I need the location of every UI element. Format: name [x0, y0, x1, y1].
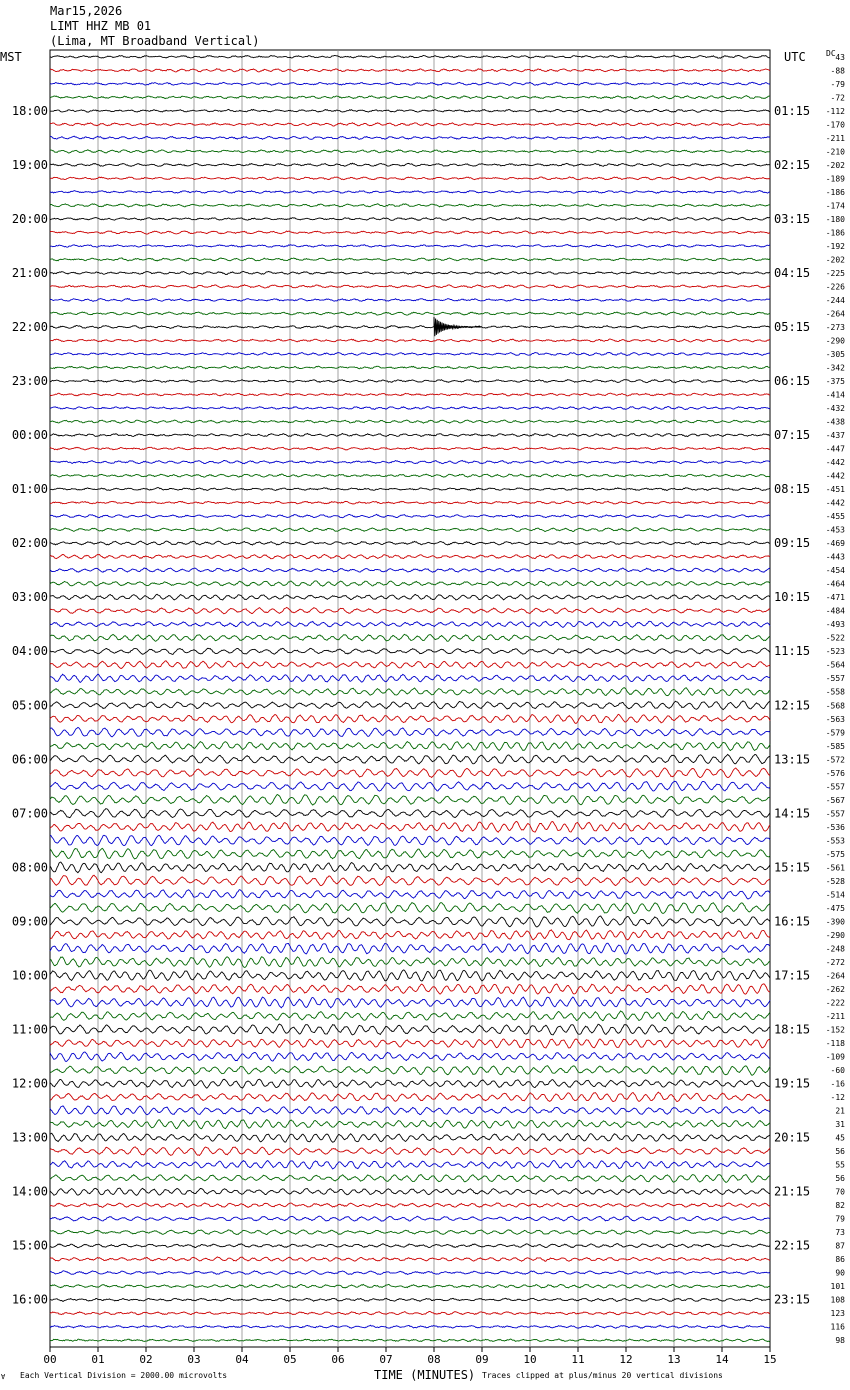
trace-row [50, 541, 770, 545]
utc-timezone-label: UTC [784, 50, 806, 64]
utc-hour-label: 21:15 [774, 1184, 811, 1199]
dc-offset-value: -454 [825, 566, 845, 576]
local-hour-label: 23:00 [11, 374, 48, 389]
dc-offset-value: 73 [835, 1228, 845, 1238]
trace-row [50, 1312, 770, 1315]
dc-offset-value: 55 [835, 1160, 845, 1170]
trace-row [50, 835, 770, 845]
trace-row [50, 957, 770, 968]
trace-row [50, 1244, 770, 1248]
trace-row [50, 244, 770, 247]
trace-row [50, 231, 770, 234]
station-description: (Lima, MT Broadband Vertical) [50, 34, 260, 48]
trace-row [50, 568, 770, 572]
trace-row [50, 930, 770, 940]
dc-offset-value: -442 [825, 498, 845, 508]
dc-offset-value: -557 [825, 809, 845, 819]
trace-row [50, 903, 770, 914]
trace-row [50, 1133, 770, 1142]
dc-offset-value: -79 [830, 79, 845, 89]
local-hour-label: 15:00 [11, 1238, 48, 1253]
trace-row [50, 1339, 770, 1342]
dc-offset-value: -180 [825, 214, 845, 224]
local-hour-label: 12:00 [11, 1076, 48, 1091]
trace-row [50, 1079, 770, 1088]
dc-offset-value: 101 [830, 1282, 845, 1292]
local-hour-label: 10:00 [11, 968, 48, 983]
station-channel: LIMT HHZ MB 01 [50, 19, 152, 33]
dc-offset-value: -453 [825, 525, 845, 535]
x-tick-label: 01 [91, 1353, 105, 1366]
x-tick-label: 07 [379, 1353, 393, 1366]
dc-offset-value: -563 [825, 714, 845, 724]
utc-hour-label: 04:15 [774, 265, 811, 280]
station-date: Mar15,2026 [50, 4, 123, 18]
trace-row [50, 970, 770, 981]
dc-offset-value: -88 [830, 66, 845, 76]
dc-offset-value: -109 [825, 1052, 845, 1062]
dc-offset-value: -514 [825, 890, 845, 900]
trace-row [50, 460, 770, 463]
trace-row [50, 474, 770, 477]
trace-row [50, 528, 770, 532]
local-hour-label: 09:00 [11, 914, 48, 929]
dc-offset-value: -536 [825, 822, 845, 832]
dc-offset-value: -442 [825, 458, 845, 468]
dc-offset-value: -553 [825, 836, 845, 846]
local-hour-label: 00:00 [11, 428, 48, 443]
dc-offset-value: -16 [830, 1079, 845, 1089]
local-hour-label: 20:00 [11, 211, 48, 226]
dc-offset-value: -557 [825, 674, 845, 684]
trace-row [50, 1284, 770, 1288]
trace-row [50, 781, 770, 791]
trace-row [50, 795, 770, 806]
x-tick-label: 10 [523, 1353, 537, 1366]
local-hour-label: 03:00 [11, 590, 48, 605]
trace-row [50, 554, 770, 559]
dc-offset-value: -523 [825, 647, 845, 657]
dc-offset-value: -112 [825, 106, 845, 116]
local-hour-label: 06:00 [11, 752, 48, 767]
utc-hour-label: 03:15 [774, 211, 811, 226]
trace-row [50, 581, 770, 586]
dc-offset-value: -561 [825, 863, 845, 873]
trace-row [50, 848, 770, 859]
trace-row [50, 177, 770, 180]
local-hour-label: 11:00 [11, 1022, 48, 1037]
trace-row [50, 352, 770, 355]
dc-offset-value: -118 [825, 1039, 845, 1049]
dc-offset-value: -585 [825, 741, 845, 751]
trace-row [50, 862, 770, 873]
dc-offset-value: -152 [825, 1025, 845, 1035]
trace-row [50, 821, 770, 832]
dc-offset-value: -469 [825, 539, 845, 549]
trace-row [50, 1203, 770, 1208]
trace-row [50, 204, 770, 207]
utc-hour-label: 07:15 [774, 428, 811, 443]
trace-row [50, 594, 770, 600]
dc-offset-value: 98 [835, 1336, 845, 1346]
dc-offset-value: -226 [825, 282, 845, 292]
dc-offset-value: 116 [830, 1322, 845, 1332]
dc-offset-header: DC [826, 49, 836, 58]
trace-row [50, 809, 770, 818]
trace-row [50, 488, 770, 491]
utc-hour-label: 05:15 [774, 319, 811, 334]
trace-row [50, 1175, 770, 1183]
dc-offset-value: -575 [825, 849, 845, 859]
x-tick-label: 11 [571, 1353, 585, 1366]
trace-row [50, 875, 770, 885]
trace-row [50, 299, 770, 302]
trace-row [50, 514, 770, 517]
dc-offset-value: -72 [830, 93, 845, 103]
local-hour-label: 08:00 [11, 860, 48, 875]
trace-row [50, 55, 770, 58]
trace-row [50, 768, 770, 778]
trace-row [50, 701, 770, 710]
dc-offset-value: -442 [825, 471, 845, 481]
dc-offset-value: -211 [825, 133, 845, 143]
trace-row [50, 1257, 770, 1261]
utc-hour-label: 17:15 [774, 968, 811, 983]
trace-row [50, 258, 770, 261]
dc-offset-value: -225 [825, 268, 845, 278]
trace-row [50, 217, 770, 220]
dc-offset-value: -464 [825, 579, 845, 589]
trace-row [50, 727, 770, 736]
dc-offset-value: -60 [830, 1066, 845, 1076]
utc-hour-label: 08:15 [774, 482, 811, 497]
x-tick-label: 05 [283, 1353, 297, 1366]
utc-hour-label: 20:15 [774, 1130, 811, 1145]
trace-row [50, 406, 770, 409]
x-tick-label: 15 [763, 1353, 777, 1366]
dc-offset-value: -264 [825, 971, 845, 981]
dc-offset-value: -484 [825, 606, 845, 616]
trace-row [50, 1092, 770, 1101]
local-hour-label: 19:00 [11, 157, 48, 172]
dc-offset-value: 43 [835, 52, 845, 62]
dc-offset-value: 90 [835, 1268, 845, 1278]
trace-row [50, 109, 770, 112]
trace-row [50, 1039, 770, 1048]
trace-row [50, 136, 770, 139]
trace-row [50, 607, 770, 613]
footer-mark: ∀ [1, 1373, 6, 1381]
trace-row [50, 339, 770, 342]
utc-hour-label: 09:15 [774, 536, 811, 551]
trace-row [50, 123, 770, 126]
dc-offset-value: -12 [830, 1093, 845, 1103]
trace-row [50, 433, 770, 436]
x-tick-label: 09 [475, 1353, 489, 1366]
trace-row [50, 688, 770, 696]
trace-row [50, 1230, 770, 1235]
dc-offset-value: -248 [825, 944, 845, 954]
dc-offset-value: -432 [825, 404, 845, 414]
trace-row [50, 984, 770, 994]
trace-row [50, 1147, 770, 1155]
dc-offset-value: -557 [825, 782, 845, 792]
local-hour-label: 16:00 [11, 1292, 48, 1307]
trace-row [50, 1325, 770, 1328]
utc-hour-label: 12:15 [774, 698, 811, 713]
dc-offset-value: -170 [825, 120, 845, 130]
dc-offset-value: 45 [835, 1133, 845, 1143]
utc-hour-label: 02:15 [774, 157, 811, 172]
utc-hour-label: 15:15 [774, 860, 811, 875]
trace-row [50, 1024, 770, 1035]
x-tick-label: 03 [187, 1353, 201, 1366]
dc-offset-value: -342 [825, 363, 845, 373]
dc-offset-value: -186 [825, 187, 845, 197]
local-hour-label: 02:00 [11, 536, 48, 551]
trace-row [50, 1271, 770, 1275]
local-timezone-label: MST [0, 50, 22, 64]
trace-row [50, 1120, 770, 1129]
dc-offset-value: -414 [825, 390, 845, 400]
local-hour-label: 05:00 [11, 698, 48, 713]
dc-offset-value: -210 [825, 147, 845, 157]
local-hour-label: 04:00 [11, 644, 48, 659]
trace-row [50, 1011, 770, 1021]
dc-offset-value: -576 [825, 768, 845, 778]
trace-row [50, 1298, 770, 1301]
dc-offset-value: -211 [825, 1011, 845, 1021]
dc-offset-value: -451 [825, 485, 845, 495]
trace-row [50, 661, 770, 669]
dc-offset-value: -202 [825, 160, 845, 170]
utc-hour-label: 16:15 [774, 914, 811, 929]
utc-hour-label: 10:15 [774, 590, 811, 605]
x-tick-label: 14 [715, 1353, 729, 1366]
dc-offset-value: -447 [825, 444, 845, 454]
dc-offset-value: -443 [825, 552, 845, 562]
trace-row [50, 634, 770, 641]
dc-offset-value: -528 [825, 876, 845, 886]
dc-offset-value: -273 [825, 322, 845, 332]
dc-offset-value: -272 [825, 957, 845, 967]
dc-offset-value: -375 [825, 377, 845, 387]
utc-hour-label: 11:15 [774, 644, 811, 659]
local-hour-label: 01:00 [11, 482, 48, 497]
trace-row [50, 754, 770, 763]
local-hour-label: 13:00 [11, 1130, 48, 1145]
trace-row [50, 96, 770, 99]
trace-row [50, 1066, 770, 1076]
trace-row [50, 714, 770, 723]
trace-row [50, 1052, 770, 1061]
local-hour-label: 22:00 [11, 319, 48, 334]
x-axis-label: TIME (MINUTES) [374, 1368, 476, 1382]
dc-offset-value: 82 [835, 1201, 845, 1211]
trace-row [50, 1188, 770, 1195]
trace-row [50, 997, 770, 1008]
utc-hour-label: 06:15 [774, 374, 811, 389]
dc-offset-value: -390 [825, 917, 845, 927]
dc-offset-value: -568 [825, 701, 845, 711]
trace-row [50, 393, 770, 396]
dc-offset-value: 87 [835, 1241, 845, 1251]
dc-offset-value: 86 [835, 1255, 845, 1265]
trace-row [50, 447, 770, 450]
dc-offset-value: -579 [825, 728, 845, 738]
dc-offset-value: -572 [825, 755, 845, 765]
local-hour-label: 21:00 [11, 265, 48, 280]
dc-offset-value: 56 [835, 1147, 845, 1157]
dc-offset-value: 79 [835, 1214, 845, 1224]
trace-row [50, 325, 770, 328]
utc-hour-label: 19:15 [774, 1076, 811, 1091]
seismic-event-trace [434, 317, 481, 336]
dc-offset-value: -475 [825, 903, 845, 913]
dc-offset-value: -290 [825, 930, 845, 940]
dc-offset-value: -290 [825, 336, 845, 346]
x-tick-label: 04 [235, 1353, 249, 1366]
utc-hour-label: 23:15 [774, 1292, 811, 1307]
utc-hour-label: 18:15 [774, 1022, 811, 1037]
dc-offset-value: -437 [825, 431, 845, 441]
trace-row [50, 916, 770, 927]
dc-offset-value: -455 [825, 512, 845, 522]
trace-row [50, 312, 770, 315]
dc-offset-value: -244 [825, 295, 845, 305]
trace-row [50, 501, 770, 504]
x-tick-label: 13 [667, 1353, 681, 1366]
utc-hour-label: 01:15 [774, 103, 811, 118]
trace-row [50, 648, 770, 654]
dc-offset-value: 108 [830, 1295, 845, 1305]
dc-offset-value: -471 [825, 593, 845, 603]
trace-row [50, 380, 770, 383]
dc-offset-value: 31 [835, 1120, 845, 1130]
dc-offset-value: -202 [825, 255, 845, 265]
x-tick-label: 06 [331, 1353, 345, 1366]
dc-offset-value: -558 [825, 687, 845, 697]
utc-hour-label: 22:15 [774, 1238, 811, 1253]
dc-offset-value: 21 [835, 1106, 845, 1116]
dc-offset-value: -564 [825, 660, 845, 670]
dc-offset-value: -262 [825, 984, 845, 994]
dc-offset-value: 56 [835, 1174, 845, 1184]
dc-offset-value: -186 [825, 228, 845, 238]
dc-offset-value: 70 [835, 1187, 845, 1197]
scale-note: Each Vertical Division = 2000.00 microvolts [20, 1371, 228, 1380]
trace-row [50, 1216, 770, 1221]
dc-offset-value: -567 [825, 795, 845, 805]
clip-note: Traces clipped at plus/minus 20 vertical divisions [482, 1371, 723, 1380]
dc-offset-value: -305 [825, 349, 845, 359]
trace-row [50, 1106, 770, 1115]
trace-row [50, 285, 770, 288]
local-hour-label: 07:00 [11, 806, 48, 821]
dc-offset-value: 123 [830, 1309, 845, 1319]
trace-row [50, 163, 770, 166]
trace-row [50, 191, 770, 194]
trace-row [50, 271, 770, 274]
local-hour-label: 18:00 [11, 103, 48, 118]
utc-hour-label: 14:15 [774, 806, 811, 821]
dc-offset-value: -438 [825, 417, 845, 427]
trace-row [50, 890, 770, 899]
trace-row [50, 150, 770, 153]
dc-offset-value: -522 [825, 633, 845, 643]
x-tick-label: 12 [619, 1353, 633, 1366]
dc-offset-value: -189 [825, 174, 845, 184]
dc-offset-value: -222 [825, 998, 845, 1008]
dc-offset-value: -192 [825, 241, 845, 251]
x-tick-label: 08 [427, 1353, 441, 1366]
dc-offset-value: -174 [825, 201, 845, 211]
trace-row [50, 69, 770, 72]
trace-row [50, 420, 770, 423]
local-hour-label: 14:00 [11, 1184, 48, 1199]
trace-row [50, 82, 770, 85]
trace-row [50, 621, 770, 627]
dc-offset-value: -493 [825, 620, 845, 630]
trace-row [50, 943, 770, 954]
trace-row [50, 742, 770, 751]
trace-row [50, 1160, 770, 1169]
x-tick-label: 02 [139, 1353, 153, 1366]
dc-offset-value: -264 [825, 309, 845, 319]
trace-row [50, 366, 770, 369]
trace-row [50, 674, 770, 682]
utc-hour-label: 13:15 [774, 752, 811, 767]
x-tick-label: 00 [43, 1353, 57, 1366]
